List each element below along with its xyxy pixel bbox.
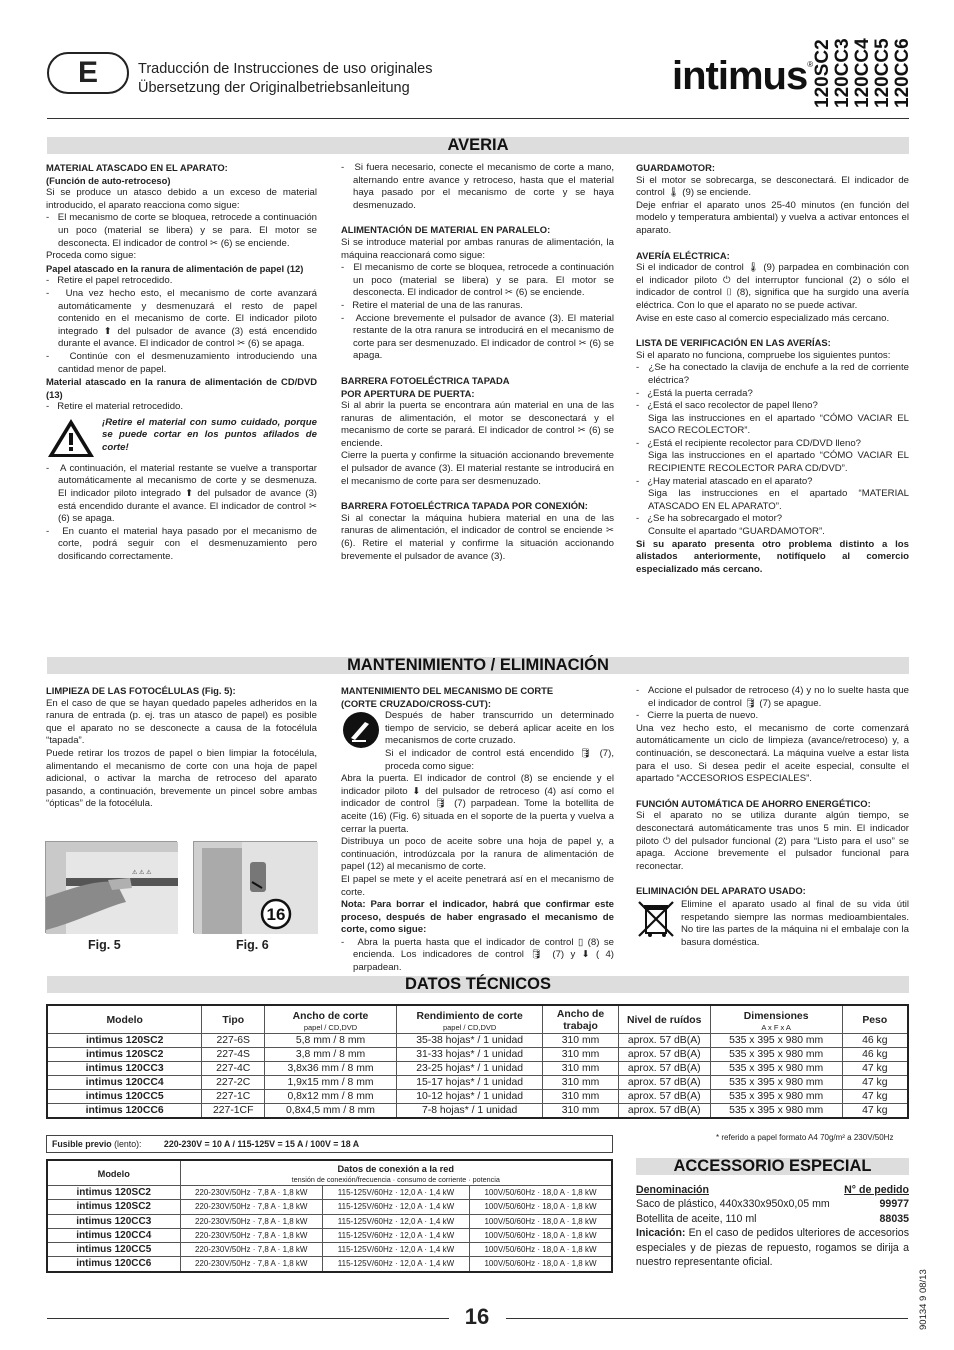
accessory-item <box>636 1197 909 1211</box>
dash-item: - A continuación, el material restante se vuelve a transportar automáticamente al mecanismo de corte y se desmenuza. El indicador piloto integrado ⬆ del pulsador de avance (3) está encendido durante el avance. El indicador de control ✂ (6) se apaga. <box>46 462 317 525</box>
subheading: AVERÍA ELÉCTRICA: <box>636 249 730 261</box>
conn-header-sub: tensión de conexión/frecuencia · consumo de corriente · potencia <box>291 1175 500 1184</box>
subheading: FUNCIÓN AUTOMÁTICA DE AHORRO ENERGÉTICO: <box>636 797 871 809</box>
oil-notice <box>341 710 614 773</box>
paragraph: Deje enfriar el aparato unos 25-40 minutos (en función del modelo y temperatura ambiental) y vuelva a activar entonces el aparato. <box>636 199 909 236</box>
footer-rule-left <box>47 1318 449 1319</box>
table-row <box>47 1034 908 1048</box>
paragraph: Proceda como sigue: <box>46 250 137 262</box>
tech-header-sub: papel / CD,DVD <box>442 1022 497 1032</box>
table-cell: 227-4S <box>202 1048 265 1062</box>
technical-data-table <box>46 1004 909 1119</box>
subheading: GUARDAMOTOR: <box>636 162 715 173</box>
tech-header-label: Peso <box>862 1015 888 1026</box>
table-cell: intimus 120CC4 <box>47 1076 202 1090</box>
table-cell: intimus 120SC2 <box>47 1034 202 1048</box>
table-cell: intimus 120CC4 <box>47 1228 180 1242</box>
table-cell: 115-125V/60Hz · 12,0 A · 1,4 kW <box>322 1186 469 1200</box>
header-title-es: Traducción de Instrucciones de uso originales <box>138 61 433 77</box>
paragraph: Cierre la puerta y confirme la situación accionando brevemente el pulsador de avance (3). El material restante se introducirá en el mecanismo de corte para ser desmenuzado. <box>341 450 614 487</box>
tech-header-label: Ancho de corte <box>292 1010 369 1022</box>
section-mantenimiento-title: MANTENIMIENTO / ELIMINACIÓN <box>47 657 909 674</box>
oil-notice-text <box>385 710 614 773</box>
acc-item-1-name: Saco de plástico, 440x330x950x0,05 mm <box>636 1198 830 1211</box>
oil-notice-p2: Si el indicador de control está encendido 🛢 (7), proceda como sigue: <box>385 747 614 772</box>
dash-item: - ¿Hay material atascado en el aparato? <box>636 475 813 487</box>
table-row <box>47 1214 612 1228</box>
bold-paragraph: Nota: Para borrar el indicador, habrá que confirmar este proceso, después de haber engrasado el mecanismo de corte, como sigue: <box>341 899 614 936</box>
table-cell: intimus 120CC3 <box>47 1214 180 1228</box>
table-cell: 115-125V/60Hz · 12,0 A · 1,4 kW <box>322 1214 469 1228</box>
conn-header-model: Modelo <box>47 1160 180 1186</box>
mant-column-2 <box>341 685 614 975</box>
table-cell: 47 kg <box>842 1104 908 1119</box>
spacer <box>636 238 909 250</box>
paragraph: Una vez hecho esto, el mecanismo de corte comenzará automáticamente un ciclo de limpieza (avance/retroceso) y, a continuación, se desconectará. La máquina vuelve a estar lista para el uso. Si desea pedir el aceite especial, consulte el apartado “ACCESORIOS ESPECIALES”. <box>636 722 909 785</box>
mant-c2-heading-1: MANTENIMIENTO DEL MECANISMO DE CORTE <box>341 685 554 696</box>
header-rule <box>47 118 909 119</box>
table-cell: 3,8 mm / 8 mm <box>265 1048 397 1062</box>
dash-item: - Retire el material retrocedido. <box>46 401 184 413</box>
table-row <box>47 1104 908 1119</box>
table-cell: aprox. 57 dB(A) <box>618 1104 710 1119</box>
dash-item: - Continúe con el desmenuzamiento introduciendo una cantidad menor de papel. <box>46 350 317 375</box>
warning-text: ¡Retire el material con sumo cuidado, porque se puede cortar en los puntos afilados de corte! <box>102 416 317 454</box>
paragraph: Puede retirar los trozos de papel o bien limpiar la fotocélula, alimentando el mecanismo de corte con una hoja de papel adicional, o activar la marcha de retroceso del aparato pasando, a continuación, brevemente un pincel sobre ambas “ópticas” de la fotocélula. <box>46 747 317 810</box>
conn-header-data <box>180 1160 612 1186</box>
model-2: 120CC3 <box>832 38 853 108</box>
mant-c2-heading-2: (CORTE CRUZADO/CROSS-CUT): <box>341 697 491 709</box>
tech-header-label: Nivel de ruídos <box>626 1015 702 1026</box>
table-row <box>47 1228 612 1242</box>
table-cell: 220-230V/50Hz · 7,8 A · 1,8 kW <box>180 1214 322 1228</box>
dash-item: - El mecanismo de corte se bloquea, retrocede a continuación un poco (material se libera) y se para. El motor se desconecta. El indicador de control ✂ (6) se enciende. <box>341 262 614 299</box>
model-4: 120CC5 <box>872 38 893 108</box>
fuse-sub: (lento): <box>111 1139 142 1149</box>
subheading: LIMPIEZA DE LAS FOTOCÉLULAS (Fig. 5): <box>46 685 236 696</box>
mant-column-1 <box>46 685 317 811</box>
accessory-item <box>636 1212 909 1226</box>
tech-header-cell <box>842 1005 908 1034</box>
subheading: MATERIAL ATASCADO EN EL APARATO: <box>46 162 228 173</box>
table-cell: 47 kg <box>842 1062 908 1076</box>
table-cell: 535 x 395 x 980 mm <box>710 1090 842 1104</box>
tech-header-cell <box>396 1005 542 1034</box>
table-cell: 7-8 hojas* / 1 unidad <box>396 1104 542 1119</box>
table-cell: 100V/50/60Hz · 18,0 A · 1,8 kW <box>470 1200 613 1214</box>
oil-notice-p1: Después de haber transcurrido un determinado tiempo de servicio, se deberá aplicar aceite en los mecanismos de corte cruzado. <box>385 710 614 747</box>
table-cell: 23-25 hojas* / 1 unidad <box>396 1062 542 1076</box>
tech-header-cell <box>618 1005 710 1034</box>
table-row <box>47 1243 612 1257</box>
table-cell: 535 x 395 x 980 mm <box>710 1048 842 1062</box>
dash-item: - ¿Está la puerta cerrada? <box>636 387 753 399</box>
document-code-text: 90134 9 08/13 <box>918 1269 929 1330</box>
subheading: Material atascado en la ranura de alimentación de CD/DVD (13) <box>46 376 317 400</box>
connection-data-table <box>46 1159 613 1273</box>
table-row <box>47 1076 908 1090</box>
tech-header-row <box>47 1005 908 1034</box>
table-cell: 535 x 395 x 980 mm <box>710 1034 842 1048</box>
paragraph: El papel se mete y el aceite penetrará así en el mecanismo de corte. <box>341 873 614 898</box>
page-number: 16 <box>464 1304 490 1329</box>
dash-item: - Retire el papel retrocedido. <box>46 275 173 287</box>
section-averia-title: AVERIA <box>47 137 909 154</box>
table-cell: aprox. 57 dB(A) <box>618 1076 710 1090</box>
paragraph: Si se introduce material por ambas ranuras de alimentación, la máquina reaccionará como sigue: <box>341 236 614 261</box>
table-cell: 227-1C <box>202 1090 265 1104</box>
paragraph: Si al abrir la puerta se encontrara aún material en una de las ranuras de alimentación, el motor se desconectará y el mecanismo de corte se parará. El indicador de control ✂ (6) se enciende. <box>341 400 614 449</box>
section-accessories-title: ACCESSORIO ESPECIAL <box>636 1158 909 1175</box>
model-list-rotated <box>800 34 913 108</box>
subheading: Papel atascado en la ranura de alimentación de papel (12) <box>46 262 304 274</box>
dash-item: - Una vez hecho esto, el mecanismo de corte avanzará automáticamente y desmenuzará el resto de papel contenido en el mecanismo de corte. El indicador piloto integrado ⬆ del pulsador de avance (3) está encendido durante el avance. El indicador de control ✂ (6) se apaga. <box>46 287 317 350</box>
table-cell: aprox. 57 dB(A) <box>618 1062 710 1076</box>
dash-item: - Accione el pulsador de retroceso (4) y no lo suelte hasta que el indicador de control 🛢 (7) se apague. <box>636 685 909 709</box>
acc-note-label: Inicación: <box>636 1227 686 1240</box>
dash-item: - Retire el material de una de las ranuras. <box>341 299 523 311</box>
table-cell: 310 mm <box>543 1034 618 1048</box>
acc-item-1-number: 99977 <box>879 1198 909 1211</box>
table-cell: 227-6S <box>202 1034 265 1048</box>
table-cell: 227-1CF <box>202 1104 265 1119</box>
intimus-logo <box>672 54 812 99</box>
acc-header-name: Denominación <box>636 1184 709 1196</box>
table-cell: 47 kg <box>842 1076 908 1090</box>
paragraph: Distribuya un poco de aceite sobre una hoja de papel y, a continuación, introdúzcala por la ranura de alimentación de papel (12) al mecanismo de corte. <box>341 836 614 873</box>
table-row <box>47 1186 612 1200</box>
tech-header-label: Tipo <box>222 1015 245 1026</box>
paragraph: Si al conectar la máquina hubiera material en una de las ranuras de alimentación, el indicador de control se enciende ✂ (6). Retire el material y confirme la situación accionando brevemente el pulsador de avance (3). <box>341 512 614 562</box>
indented-text: Siga las instrucciones en el apartado “CÓMO VACIAR EL SACO RECOLECTOR”. <box>648 412 909 437</box>
figure-5-illustration <box>46 842 178 934</box>
dash-item: - ¿Está el saco recolector de papel lleno? <box>636 400 818 412</box>
indented-text: Siga las instrucciones en el apartado “CÓMO VACIAR EL RECIPIENTE RECOLECTOR PARA CD/DVD”. <box>648 450 909 475</box>
table-cell: 220-230V/50Hz · 7,8 A · 1,8 kW <box>180 1200 322 1214</box>
footnote: * referido a papel formato A4 70g/m² a 230V/50Hz <box>716 1133 894 1142</box>
table-cell: intimus 120SC2 <box>47 1186 180 1200</box>
table-cell: 310 mm <box>543 1048 618 1062</box>
model-1: 120SC2 <box>812 39 833 108</box>
document-code-rotated <box>916 1266 928 1330</box>
table-cell: 220-230V/50Hz · 7,8 A · 1,8 kW <box>180 1257 322 1272</box>
tech-header-cell <box>47 1005 202 1034</box>
table-cell: 535 x 395 x 980 mm <box>710 1104 842 1119</box>
document-code <box>916 1266 928 1330</box>
table-cell: 15-17 hojas* / 1 unidad <box>396 1076 542 1090</box>
spacer <box>341 488 614 500</box>
paragraph: Si el indicador de control 🌡 (9) parpadea en combinación con el indicador piloto ⏻ del interruptor funcional (2) o sólo el indicador de control ▯ (8), significa que ha surgido una avería eléctrica. Con lo que el aparato no se puede activar. <box>636 262 909 311</box>
paragraph: Si se produce un atasco debido a un exceso de material introducido, el aparato reacciona como sigue: <box>46 187 317 211</box>
subheading: BARRERA FOTOELÉCTRICA TAPADA <box>341 374 510 386</box>
fuse-box <box>46 1135 613 1153</box>
subheading: ELIMINACIÓN DEL APARATO USADO: <box>636 885 806 897</box>
paragraph: Si el motor se sobrecarga, se desconectará. El indicador de control 🌡 (9) se enciende. <box>636 174 909 199</box>
table-cell: 3,8x36 mm / 8 mm <box>265 1062 397 1076</box>
dash-item: - Abra la puerta hasta que el indicador de control ▯ (8) se encienda. Los indicadores de control 🛢 (7) y ⬇ ( 4) parpadean. <box>341 936 614 974</box>
table-cell: 227-2C <box>202 1076 265 1090</box>
table-cell: 535 x 395 x 980 mm <box>710 1076 842 1090</box>
table-cell: aprox. 57 dB(A) <box>618 1048 710 1062</box>
table-cell: 310 mm <box>543 1104 618 1119</box>
table-cell: 1,9x15 mm / 8 mm <box>265 1076 397 1090</box>
table-cell: intimus 120CC3 <box>47 1062 202 1076</box>
table-cell: intimus 120CC6 <box>47 1257 180 1272</box>
table-cell: 227-4C <box>202 1062 265 1076</box>
table-cell: 310 mm <box>543 1090 618 1104</box>
figure-5 <box>45 841 177 933</box>
header-titles <box>138 60 432 98</box>
tech-header-label: Ancho de trabajo <box>556 1009 605 1032</box>
header-title-de: Übersetzung der Originalbetriebsanleitung <box>138 80 410 96</box>
table-cell: aprox. 57 dB(A) <box>618 1090 710 1104</box>
table-cell: 100V/50/60Hz · 18,0 A · 1,8 kW <box>470 1243 613 1257</box>
dash-item: - Si fuera necesario, conecte el mecanismo de corte a mano, alternando entre avance y retroceso, hasta que el material haya pasado por el mecanismo de corte y se haya desmenuzado. <box>341 162 614 211</box>
tech-header-cell <box>202 1005 265 1034</box>
spacer <box>341 363 614 375</box>
table-cell: 115-125V/60Hz · 12,0 A · 1,4 kW <box>322 1200 469 1214</box>
table-cell: 310 mm <box>543 1062 618 1076</box>
oil-manual-icon <box>341 710 381 750</box>
dash-item: - Cierre la puerta de nuevo. <box>636 710 759 722</box>
paragraph: En el caso de que se hayan quedado papeles adheridos en la ranura de entrada (p. ej. tras un atasco de papel) es posible que el aparato no se desconecte a causa de la fotocélula “tapada”. <box>46 697 317 747</box>
tech-header-cell <box>265 1005 397 1034</box>
accessories-list <box>636 1183 909 1269</box>
logo-text: intimus <box>672 54 808 98</box>
spacer <box>636 325 909 337</box>
table-cell: 115-125V/60Hz · 12,0 A · 1,4 kW <box>322 1228 469 1242</box>
warning-triangle-icon <box>46 417 96 459</box>
table-cell: 100V/50/60Hz · 18,0 A · 1,8 kW <box>470 1186 613 1200</box>
disposal-notice <box>636 899 909 949</box>
model-3: 120CC4 <box>852 38 873 108</box>
figure-6-label: Fig. 6 <box>236 938 269 952</box>
conn-header-data-label: Datos de conexión a la red <box>337 1164 454 1174</box>
tech-header-label: Rendimiento de corte <box>416 1010 523 1022</box>
subheading: LISTA DE VERIFICACIÓN EN LAS AVERÍAS: <box>636 337 831 349</box>
language-badge: E <box>47 52 129 94</box>
tech-header-cell <box>543 1005 618 1034</box>
table-cell: 47 kg <box>842 1090 908 1104</box>
paragraph: Abra la puerta. El indicador de control (8) se enciende y el indicador piloto ⬇ del pulsador de retroceso (4) así como el indicador de control 🛢 (7) parpadean. Tome la botellita de aceite (16) (Fig. 6) situada en el soporte de la puerta y vuelva a cerrar la puerta. <box>341 773 614 835</box>
accessories-header <box>636 1183 909 1197</box>
figure-6-illustration <box>194 842 318 934</box>
tech-header-cell <box>710 1005 842 1034</box>
table-cell: 0,8x12 mm / 8 mm <box>265 1090 397 1104</box>
dash-item: - En cuanto el material haya pasado por el mecanismo de corte, podrá seguir con el desmenuzamiento pero dosificando correctamente. <box>46 525 317 563</box>
spacer <box>341 212 614 224</box>
table-cell: 35-38 hojas* / 1 unidad <box>396 1034 542 1048</box>
paragraph: Si el aparato no se utiliza durante algún tiempo, se desconectará automáticamente tras unos 5 min. El indicador piloto ⏻ del pulsador funcional (2) para “Listo para el uso” se apaga. Accione brevemente el pulsador funcional para reconectar. <box>636 810 909 872</box>
averia-column-2 <box>341 162 614 563</box>
table-row <box>47 1257 612 1272</box>
tech-header-sub: papel / CD,DVD <box>303 1022 358 1032</box>
dash-item: - ¿Se ha sobrecargado el motor? <box>636 513 783 525</box>
table-cell: intimus 120CC6 <box>47 1104 202 1119</box>
table-cell: 46 kg <box>842 1034 908 1048</box>
table-cell: 10-12 hojas* / 1 unidad <box>396 1090 542 1104</box>
table-cell: 100V/50/60Hz · 18,0 A · 1,8 kW <box>470 1257 613 1272</box>
section-datos-title: DATOS TÉCNICOS <box>47 976 909 993</box>
fig6-callout-16: 16 <box>266 905 286 924</box>
bold-paragraph: Si su aparato presenta otro problema distinto a los alistados anteriormente, notifíquelo al comercio especializado más cercano. <box>636 538 909 575</box>
table-cell: 220-230V/50Hz · 7,8 A · 1,8 kW <box>180 1243 322 1257</box>
table-cell: 115-125V/60Hz · 12,0 A · 1,4 kW <box>322 1243 469 1257</box>
fig5-warning-icons: ⚠ ⚠ ⚠ <box>132 870 152 876</box>
table-cell: intimus 120SC2 <box>47 1048 202 1062</box>
table-row <box>47 1048 908 1062</box>
fuse-label: Fusible previo <box>52 1139 112 1149</box>
table-cell: intimus 120SC2 <box>47 1200 180 1214</box>
model-list <box>800 34 913 108</box>
mant-c3-body <box>636 685 909 898</box>
table-cell: intimus 120CC5 <box>47 1090 202 1104</box>
averia-column-3 <box>636 162 909 576</box>
registered-mark: ® <box>807 60 813 69</box>
indented-text: Consulte el apartado “GUARDAMOTOR”. <box>648 526 825 538</box>
table-row <box>47 1200 612 1214</box>
dash-item: - El mecanismo de corte se bloquea, retrocede a continuación un poco (material se libera) y se para. El motor se desconecta. El indicador de control ✂ (6) se enciende. <box>46 212 317 249</box>
fuse-value: 220-230V = 10 A / 115-125V = 15 A / 100V = 18 A <box>163 1139 360 1149</box>
table-cell: 31-33 hojas* / 1 unidad <box>396 1048 542 1062</box>
weee-bin-icon <box>636 899 676 939</box>
subheading: ALIMENTACIÓN DE MATERIAL EN PARALELO: <box>341 224 551 236</box>
table-cell: 100V/50/60Hz · 18,0 A · 1,8 kW <box>470 1214 613 1228</box>
spacer <box>636 873 909 885</box>
table-row <box>47 1090 908 1104</box>
dash-item: - ¿Está el recipiente recolector para CD/DVD lleno? <box>636 437 862 449</box>
table-cell: 220-230V/50Hz · 7,8 A · 1,8 kW <box>180 1186 322 1200</box>
acc-note-text: En el caso de pedidos ulteriores de accesorios especiales y de piezas de repuesto, rogamos se dirija a nuestro representante oficial. <box>636 1227 909 1269</box>
figure-5-label: Fig. 5 <box>88 938 121 952</box>
table-cell: 115-125V/60Hz · 12,0 A · 1,4 kW <box>322 1257 469 1272</box>
model-5: 120CC6 <box>892 38 913 108</box>
spacer <box>636 786 909 798</box>
tech-header-label: Dimensiones <box>743 1010 809 1022</box>
table-cell: 0,8x4,5 mm / 8 mm <box>265 1104 397 1119</box>
table-cell: 310 mm <box>543 1076 618 1090</box>
subheading: POR APERTURA DE PUERTA: <box>341 387 475 399</box>
dash-item: - ¿Se ha conectado la clavija de enchufe a la red de corriente eléctrica? <box>636 362 909 386</box>
subheading: (Función de auto-retroceso) <box>46 174 171 186</box>
figure-6 <box>193 841 317 933</box>
table-cell: 220-230V/50Hz · 7,8 A · 1,8 kW <box>180 1228 322 1242</box>
warning-notice <box>46 417 317 459</box>
indented-text: Siga las instrucciones en el apartado “MATERIAL ATASCADO EN EL APARATO”. <box>648 488 909 512</box>
table-cell: 5,8 mm / 8 mm <box>265 1034 397 1048</box>
acc-item-2-name: Botellita de aceite, 110 ml <box>636 1212 757 1225</box>
acc-header-number: N° de pedido <box>844 1184 909 1196</box>
table-cell: 46 kg <box>842 1048 908 1062</box>
table-cell: aprox. 57 dB(A) <box>618 1034 710 1048</box>
acc-item-2-number: 88035 <box>879 1212 909 1225</box>
table-cell: 100V/50/60Hz · 18,0 A · 1,8 kW <box>470 1228 613 1242</box>
table-cell: 535 x 395 x 980 mm <box>710 1062 842 1076</box>
paragraph: Si el aparato no funciona, compruebe los siguientes puntos: <box>636 349 891 361</box>
acc-note <box>636 1226 909 1269</box>
footer-rule-right <box>506 1318 908 1319</box>
tech-header-sub: A x F x A <box>761 1022 791 1032</box>
averia-column-1 <box>46 162 317 564</box>
mant-column-3 <box>636 685 909 949</box>
paragraph: Avise en este caso al comercio especializado más cercano. <box>636 312 890 324</box>
dash-item: - Accione brevemente el pulsador de avance (3). El material restante de la otra ranura se introducirá en el mecanismo de corte para ser desmenuzado. El indicador de control ✂ (6) se apaga. <box>341 312 614 362</box>
mant-c2-body <box>341 773 614 975</box>
disposal-text: Elimine el aparato usado al final de su vida útil respetando siempre las normas medioambientales. No tire las partes de la máquina ni el embalaje con la basura doméstica. <box>681 898 909 948</box>
subheading: BARRERA FOTOELÉCTRICA TAPADA POR CONEXIÓN: <box>341 500 588 512</box>
table-row <box>47 1062 908 1076</box>
tech-header-label: Modelo <box>106 1015 143 1026</box>
table-cell: intimus 120CC5 <box>47 1243 180 1257</box>
